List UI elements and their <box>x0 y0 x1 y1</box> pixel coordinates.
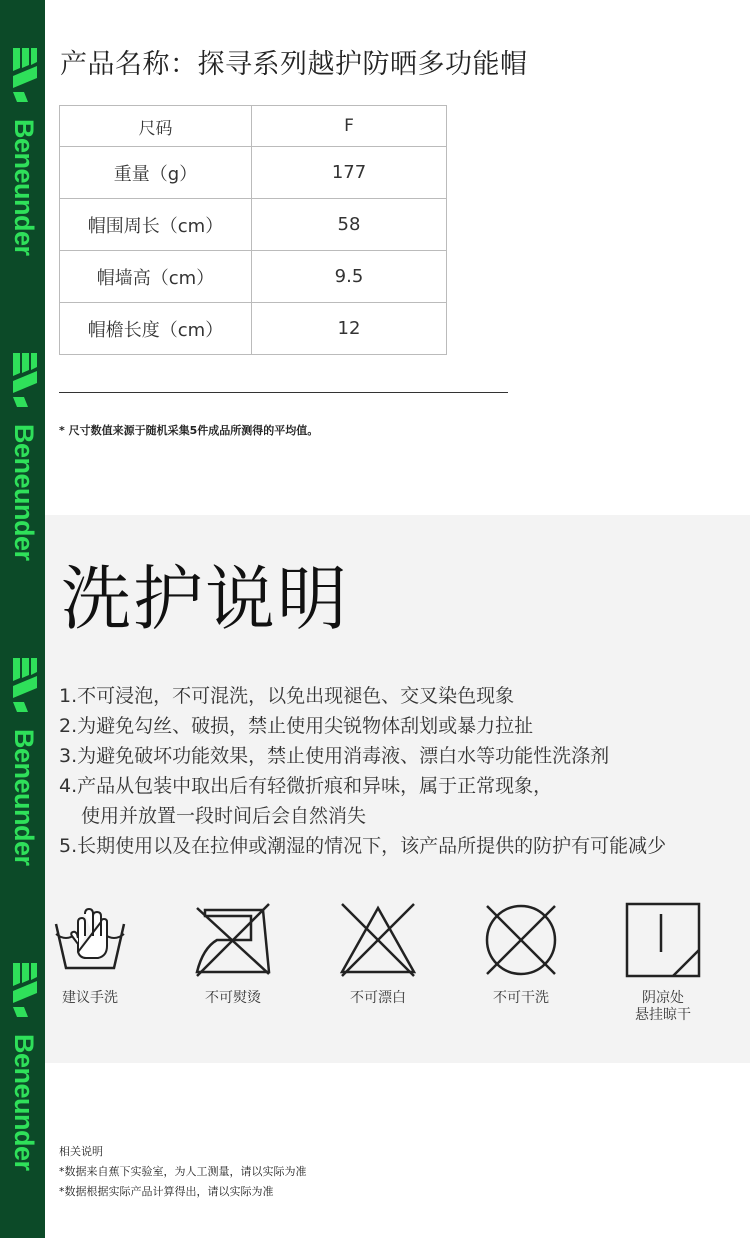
no-bleach-icon <box>338 900 418 980</box>
brand-wordmark: Beneunder <box>9 424 39 561</box>
row-label-cell: 帽围周长（cm） <box>60 199 252 251</box>
care-list <box>59 681 666 861</box>
care-symbol-label: 阴凉处 悬挂晾干 <box>635 990 691 1023</box>
care-symbol <box>318 900 438 1007</box>
care-item: 4.产品从包装中取出后有轻微折痕和异味，属于正常现象， <box>59 775 553 797</box>
brand-wordmark: Beneunder <box>9 729 39 866</box>
table-row <box>60 303 447 355</box>
care-symbol-label: 建议手洗 <box>62 990 118 1006</box>
table-header-row <box>60 106 447 147</box>
brand-logo-icon <box>12 45 38 105</box>
measurement-footnote: * 尺寸数值来源于随机采集5件成品所测得的平均值。 <box>59 424 319 437</box>
care-instructions-section <box>45 515 750 1063</box>
note-line: *数据根据实际产品计算得出，请以实际为准 <box>59 1185 274 1198</box>
table-row <box>60 199 447 251</box>
table-row <box>60 251 447 303</box>
care-title: 洗护说明 <box>61 558 349 640</box>
related-notes <box>59 1142 307 1202</box>
line-dry-shade-icon <box>623 900 703 980</box>
no-dry-clean-icon <box>481 900 561 980</box>
notes-heading: 相关说明 <box>59 1145 103 1158</box>
care-item: 3.为避免破坏功能效果，禁止使用消毒液、漂白水等功能性洗涤剂 <box>59 745 610 767</box>
product-title: 产品名称：探寻系列越护防晒多功能帽 <box>60 49 528 80</box>
row-label-cell: 重量（g） <box>60 147 252 199</box>
care-symbol-label: 不可漂白 <box>350 990 406 1006</box>
no-iron-icon <box>193 900 273 980</box>
brand-logo-icon <box>12 655 38 715</box>
header-label-cell: 尺码 <box>60 106 252 147</box>
care-symbol <box>30 900 150 1007</box>
care-item: 使用并放置一段时间后会自然消失 <box>81 805 367 827</box>
brand-block <box>0 350 45 595</box>
care-item: 1.不可浸泡，不可混洗，以免出现褪色、交叉染色现象 <box>59 685 515 707</box>
care-symbol <box>173 900 293 1007</box>
note-line: *数据来自蕉下实验室，为人工测量，请以实际为准 <box>59 1165 307 1178</box>
care-item: 5.长期使用以及在拉伸或潮湿的情况下，该产品所提供的防护有可能减少 <box>59 835 667 857</box>
brand-sidebar <box>0 0 45 1238</box>
hand-wash-icon <box>50 900 130 980</box>
brand-logo-icon <box>12 350 38 410</box>
row-value-cell: 12 <box>252 303 447 355</box>
brand-block <box>0 45 45 290</box>
divider <box>59 392 508 393</box>
header-value-cell: F <box>252 106 447 147</box>
row-label-cell: 帽墙高（cm） <box>60 251 252 303</box>
brand-wordmark: Beneunder <box>9 1034 39 1171</box>
brand-block <box>0 655 45 900</box>
row-value-cell: 58 <box>252 199 447 251</box>
row-label-cell: 帽檐长度（cm） <box>60 303 252 355</box>
care-symbol-label: 不可熨烫 <box>205 990 261 1006</box>
row-value-cell: 9.5 <box>252 251 447 303</box>
brand-wordmark: Beneunder <box>9 119 39 256</box>
row-value-cell: 177 <box>252 147 447 199</box>
care-symbol <box>603 900 723 1024</box>
table-row <box>60 147 447 199</box>
care-item: 2.为避免勾丝、破损，禁止使用尖锐物体刮划或暴力拉扯 <box>59 715 534 737</box>
size-spec-table <box>59 105 447 355</box>
care-symbol <box>461 900 581 1007</box>
care-symbol-label: 不可干洗 <box>493 990 549 1006</box>
